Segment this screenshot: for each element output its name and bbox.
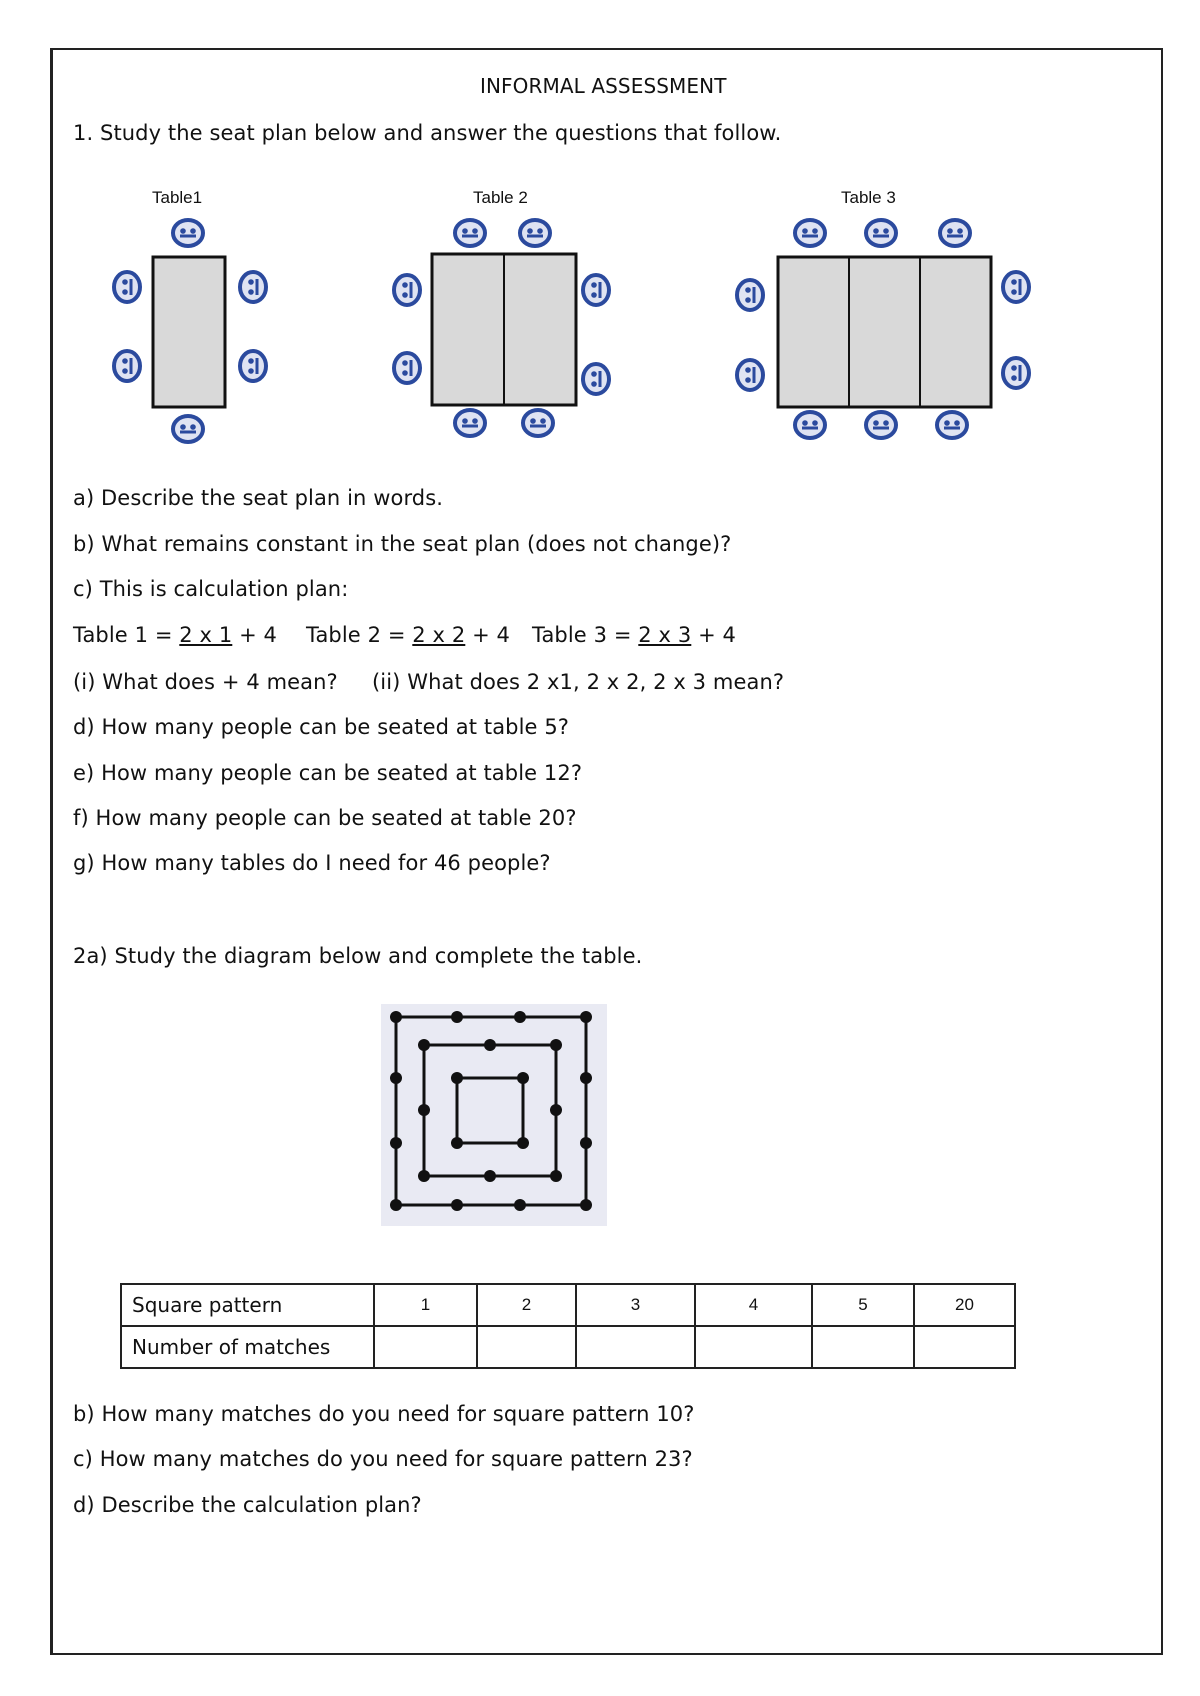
question-1c-i: (i) What does + 4 mean? <box>73 670 338 694</box>
match-end-dot <box>484 1039 496 1051</box>
table2-label: Table 2 <box>473 188 528 207</box>
question-1a: a) Describe the seat plan in words. <box>73 486 444 510</box>
column-header: 3 <box>576 1284 695 1326</box>
question-1e: e) How many people can be seated at table 12? <box>73 761 583 785</box>
match-end-dot <box>514 1011 526 1023</box>
column-header: 1 <box>374 1284 477 1326</box>
match-end-dot <box>580 1137 592 1149</box>
calc-plan-table3: Table 3 = 2 x 3 + 4 <box>532 623 737 647</box>
answer-cell[interactable] <box>695 1326 812 1368</box>
calc-plan-table1: Table 1 = 2 x 1 + 4 <box>73 623 278 647</box>
page-title: INFORMAL ASSESSMENT <box>480 74 727 98</box>
match-end-dot <box>580 1199 592 1211</box>
question-1c: c) This is calculation plan: <box>73 577 349 601</box>
match-end-dot <box>418 1104 430 1116</box>
answer-cell[interactable] <box>576 1326 695 1368</box>
match-end-dot <box>418 1039 430 1051</box>
match-end-dot <box>390 1011 402 1023</box>
match-end-dot <box>418 1170 430 1182</box>
question-1g: g) How many tables do I need for 46 people? <box>73 851 551 875</box>
question-1b: b) What remains constant in the seat plan (does not change)? <box>73 532 732 556</box>
match-end-dot <box>484 1170 496 1182</box>
matches-table <box>120 1283 1016 1369</box>
column-header: 4 <box>695 1284 812 1326</box>
row-header-square-pattern: Square pattern <box>121 1284 374 1326</box>
match-end-dot <box>451 1199 463 1211</box>
question-2b: b) How many matches do you need for square pattern 10? <box>73 1402 695 1426</box>
row-header-number-of-matches: Number of matches <box>121 1326 374 1368</box>
match-end-dot <box>390 1199 402 1211</box>
question-1-intro: 1. Study the seat plan below and answer the questions that follow. <box>73 121 782 145</box>
question-2d: d) Describe the calculation plan? <box>73 1493 422 1517</box>
match-end-dot <box>514 1199 526 1211</box>
match-end-dot <box>390 1072 402 1084</box>
column-header: 5 <box>812 1284 914 1326</box>
question-2a: 2a) Study the diagram below and complete the table. <box>73 944 643 968</box>
answer-cell[interactable] <box>812 1326 914 1368</box>
question-2c: c) How many matches do you need for square pattern 23? <box>73 1447 693 1471</box>
match-end-dot <box>451 1137 463 1149</box>
match-end-dot <box>451 1011 463 1023</box>
table-row <box>121 1284 1015 1326</box>
table3-label: Table 3 <box>841 188 896 207</box>
table1-label: Table1 <box>152 188 203 207</box>
match-end-dot <box>580 1011 592 1023</box>
question-1f: f) How many people can be seated at table 20? <box>73 806 577 830</box>
answer-cell[interactable] <box>914 1326 1015 1368</box>
match-end-dot <box>550 1170 562 1182</box>
match-end-dot <box>390 1137 402 1149</box>
column-header: 20 <box>914 1284 1015 1326</box>
answer-cell[interactable] <box>374 1326 477 1368</box>
match-end-dot <box>580 1072 592 1084</box>
match-end-dot <box>517 1137 529 1149</box>
match-end-dot <box>550 1104 562 1116</box>
answer-cell[interactable] <box>477 1326 576 1368</box>
question-1d: d) How many people can be seated at table 5? <box>73 715 570 739</box>
table-row <box>121 1326 1015 1368</box>
question-1c-ii: (ii) What does 2 x1, 2 x 2, 2 x 3 mean? <box>372 670 785 694</box>
match-end-dot <box>550 1039 562 1051</box>
match-end-dot <box>451 1072 463 1084</box>
column-header: 2 <box>477 1284 576 1326</box>
match-end-dot <box>517 1072 529 1084</box>
calc-plan-table2: Table 2 = 2 x 2 + 4 <box>306 623 511 647</box>
